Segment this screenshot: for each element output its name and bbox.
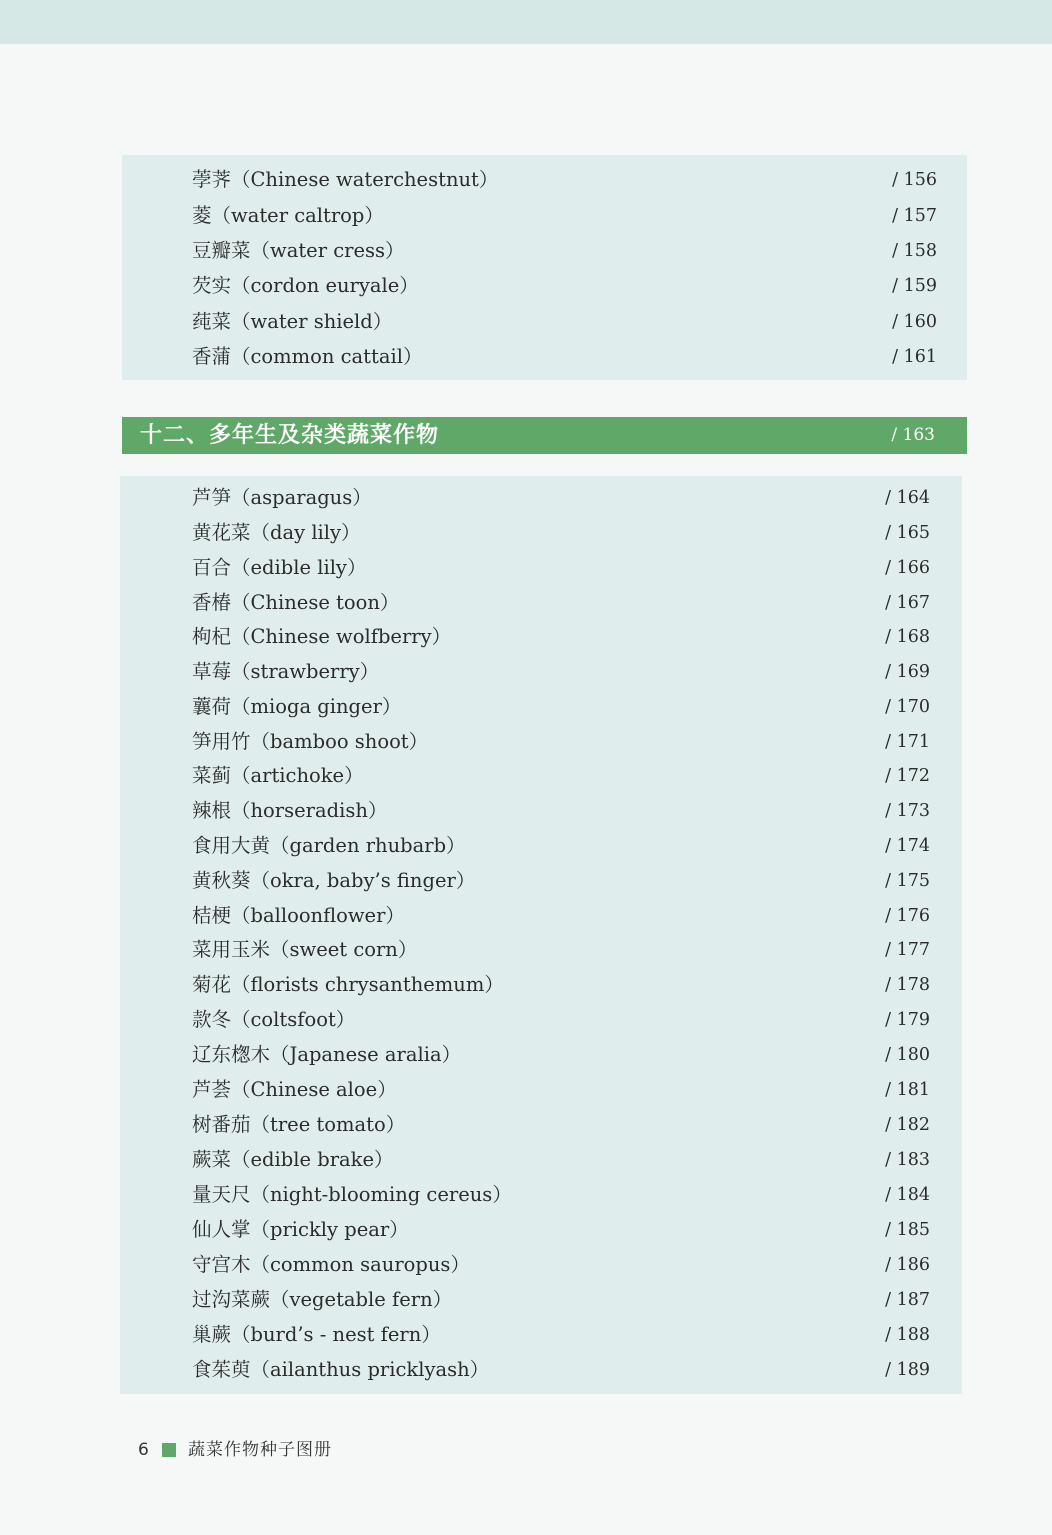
entry-label: 食用大黄（garden rhubarb）	[192, 834, 466, 857]
toc-entry[interactable]	[192, 234, 937, 268]
entry-page: / 159	[892, 276, 937, 296]
entry-page: / 180	[885, 1045, 930, 1065]
toc-entry[interactable]	[192, 1283, 930, 1317]
toc-entry[interactable]	[192, 794, 930, 828]
entry-label: 芦笋（asparagus）	[192, 486, 372, 509]
toc-entry[interactable]	[192, 340, 937, 374]
entry-label: 树番茄（tree tomato）	[192, 1113, 406, 1136]
entry-page: / 181	[885, 1080, 930, 1100]
entry-page: / 184	[885, 1185, 930, 1205]
entry-label: 菜用玉米（sweet corn）	[192, 938, 418, 961]
toc-entry[interactable]	[192, 1178, 930, 1212]
toc-entry[interactable]	[192, 481, 930, 515]
entry-page: / 156	[892, 170, 937, 190]
entry-page: / 158	[892, 241, 937, 261]
section-title: 十二、多年生及杂类蔬菜作物	[140, 423, 440, 448]
page-number: 6	[138, 1440, 149, 1460]
entry-label: 莼菜（water shield）	[192, 310, 393, 333]
entry-page: / 164	[885, 488, 930, 508]
entry-page: / 165	[885, 523, 930, 543]
entry-label: 菊花（florists chrysanthemum）	[192, 973, 504, 996]
toc-entry[interactable]	[192, 1353, 930, 1387]
entry-page: / 182	[885, 1115, 930, 1135]
toc-entry[interactable]	[192, 968, 930, 1002]
entry-label: 黄花菜（day lily）	[192, 521, 361, 544]
entry-page: / 166	[885, 558, 930, 578]
green-square-icon	[162, 1443, 176, 1457]
entry-label: 辣根（horseradish）	[192, 799, 388, 822]
top-color-band	[0, 0, 1052, 44]
entry-page: / 167	[885, 593, 930, 613]
entry-label: 芡实（cordon euryale）	[192, 274, 419, 297]
toc-entry[interactable]	[192, 1108, 930, 1142]
entry-label: 仙人掌（prickly pear）	[192, 1218, 409, 1241]
entry-page: / 161	[892, 347, 937, 367]
entry-label: 量天尺（night-blooming cereus）	[192, 1183, 512, 1206]
entry-label: 过沟菜蕨（vegetable fern）	[192, 1288, 453, 1311]
toc-panel-top	[122, 155, 967, 380]
entry-label: 蕨菜（edible brake）	[192, 1148, 394, 1171]
toc-entry[interactable]	[192, 899, 930, 933]
entry-page: / 185	[885, 1220, 930, 1240]
entry-page: / 177	[885, 940, 930, 960]
toc-entry[interactable]	[192, 725, 930, 759]
entry-label: 芦荟（Chinese aloe）	[192, 1078, 397, 1101]
entry-page: / 178	[885, 975, 930, 995]
entry-label: 黄秋葵（okra, baby’s finger）	[192, 869, 476, 892]
toc-entry[interactable]	[192, 829, 930, 863]
toc-entry[interactable]	[192, 690, 930, 724]
toc-entry[interactable]	[192, 516, 930, 550]
entry-page: / 174	[885, 836, 930, 856]
toc-entry[interactable]	[192, 1248, 930, 1282]
toc-entry[interactable]	[192, 551, 930, 585]
book-title: 蔬菜作物种子图册	[188, 1440, 332, 1460]
toc-entry[interactable]	[192, 759, 930, 793]
entry-page: / 160	[892, 312, 937, 332]
toc-entry[interactable]	[192, 620, 930, 654]
toc-panel-main	[120, 476, 962, 1394]
entry-page: / 173	[885, 801, 930, 821]
entry-page: / 169	[885, 662, 930, 682]
toc-entry[interactable]	[192, 305, 937, 339]
entry-page: / 171	[885, 732, 930, 752]
toc-entry[interactable]	[192, 864, 930, 898]
entry-page: / 176	[885, 906, 930, 926]
toc-entry[interactable]	[192, 586, 930, 620]
entry-page: / 183	[885, 1150, 930, 1170]
entry-label: 豆瓣菜（water cress）	[192, 239, 405, 262]
section-page: / 163	[891, 425, 935, 445]
entry-label: 枸杞（Chinese wolfberry）	[192, 625, 452, 648]
entry-label: 款冬（coltsfoot）	[192, 1008, 356, 1031]
entry-page: / 187	[885, 1290, 930, 1310]
entry-page: / 168	[885, 627, 930, 647]
entry-page: / 157	[892, 206, 937, 226]
entry-label: 笋用竹（bamboo shoot）	[192, 730, 429, 753]
entry-page: / 175	[885, 871, 930, 891]
entry-label: 桔梗（balloonflower）	[192, 904, 405, 927]
entry-label: 菜蓟（artichoke）	[192, 764, 364, 787]
section-header[interactable]	[122, 417, 967, 454]
entry-label: 辽东楤木（Japanese aralia）	[192, 1043, 462, 1066]
toc-entry[interactable]	[192, 655, 930, 689]
toc-entry[interactable]	[192, 199, 937, 233]
toc-entry[interactable]	[192, 1143, 930, 1177]
entry-page: / 186	[885, 1255, 930, 1275]
entry-page: / 170	[885, 697, 930, 717]
entry-label: 百合（edible lily）	[192, 556, 367, 579]
toc-entry[interactable]	[192, 933, 930, 967]
entry-label: 菱（water caltrop）	[192, 204, 384, 227]
entry-label: 草莓（strawberry）	[192, 660, 380, 683]
toc-entry[interactable]	[192, 1073, 930, 1107]
toc-entry[interactable]	[192, 1318, 930, 1352]
entry-label: 荸荠（Chinese waterchestnut）	[192, 168, 499, 191]
entry-page: / 172	[885, 766, 930, 786]
entry-label: 蘘荷（mioga ginger）	[192, 695, 402, 718]
entry-page: / 189	[885, 1360, 930, 1380]
toc-entry[interactable]	[192, 1038, 930, 1072]
entry-label: 巢蕨（burd’s - nest fern）	[192, 1323, 441, 1346]
toc-entry[interactable]	[192, 269, 937, 303]
entry-label: 香蒲（common cattail）	[192, 345, 423, 368]
entry-page: / 188	[885, 1325, 930, 1345]
entry-label: 香椿（Chinese toon）	[192, 591, 400, 614]
toc-entry[interactable]	[192, 1213, 930, 1247]
toc-entry[interactable]	[192, 163, 937, 197]
entry-label: 守宫木（common sauropus）	[192, 1253, 470, 1276]
entry-label: 食茱萸（ailanthus pricklyash）	[192, 1358, 490, 1381]
toc-entry[interactable]	[192, 1003, 930, 1037]
entry-page: / 179	[885, 1010, 930, 1030]
